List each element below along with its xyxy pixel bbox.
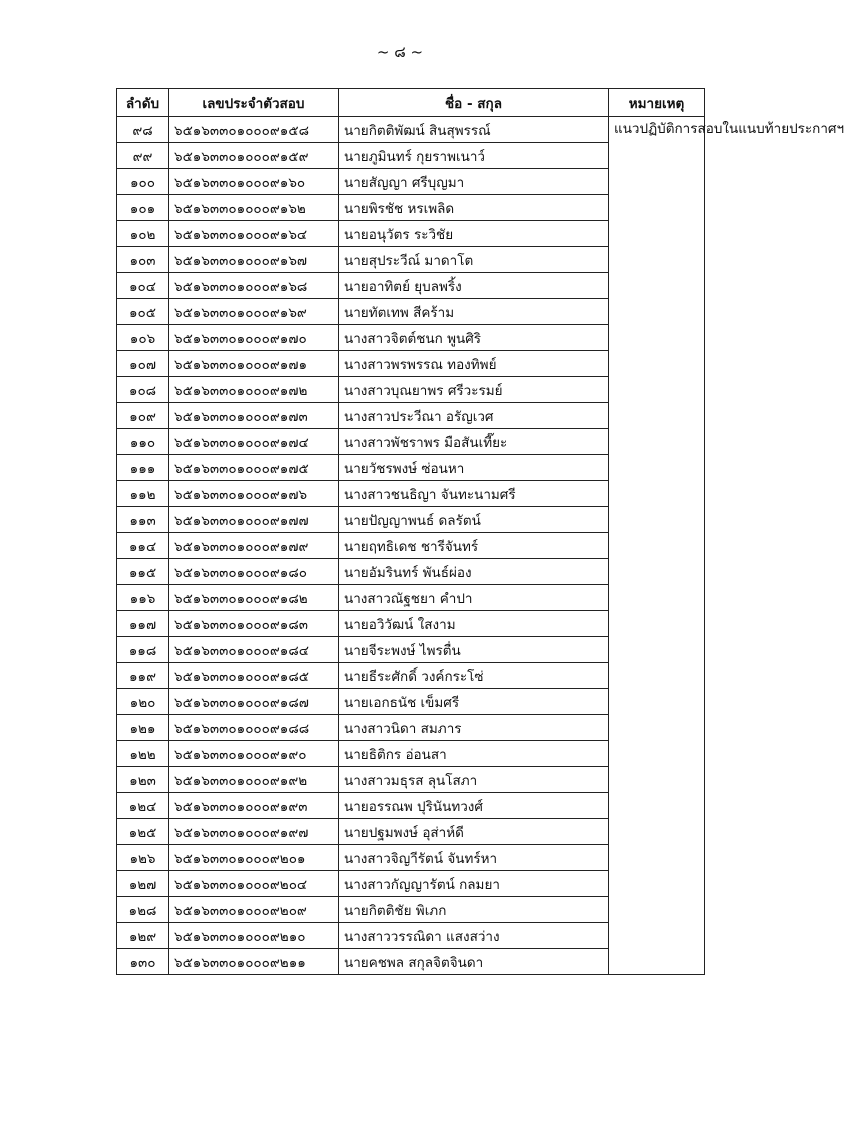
row-order: ๑๒๗: [117, 871, 169, 897]
row-exam-id: ๖๕๑๖๓๓๐๑๐๐๐๙๑๗๒: [169, 377, 339, 403]
row-exam-id: ๖๕๑๖๓๓๐๑๐๐๐๙๑๕๘: [169, 117, 339, 143]
row-name: นางสาวจิตต์ชนก พูนศิริ: [339, 325, 609, 351]
row-exam-id: ๖๕๑๖๓๓๐๑๐๐๐๙๑๖๘: [169, 273, 339, 299]
row-name: นางสาวณัฐชยา คำปา: [339, 585, 609, 611]
row-order: ๑๑๐: [117, 429, 169, 455]
row-exam-id: ๖๕๑๖๓๓๐๑๐๐๐๙๒๐๙: [169, 897, 339, 923]
row-name: นางสาวชนธิญา จันทะนามศรี: [339, 481, 609, 507]
row-name: นางสาวมธุรส ลุนโสภา: [339, 767, 609, 793]
row-exam-id: ๖๕๑๖๓๓๐๑๐๐๐๙๑๙๗: [169, 819, 339, 845]
row-exam-id: ๖๕๑๖๓๓๐๑๐๐๐๙๒๑๐: [169, 923, 339, 949]
row-exam-id: ๖๕๑๖๓๓๐๑๐๐๐๙๑๘๗: [169, 689, 339, 715]
row-name: นายภูมินทร์ กุยราพเนาว์: [339, 143, 609, 169]
row-order: ๙๘: [117, 117, 169, 143]
row-order: ๑๑๔: [117, 533, 169, 559]
row-name: นายอาทิตย์ ยุบลพริ้ง: [339, 273, 609, 299]
row-exam-id: ๖๕๑๖๓๓๐๑๐๐๐๙๑๙๒: [169, 767, 339, 793]
row-order: ๑๐๘: [117, 377, 169, 403]
row-order: ๑๒๔: [117, 793, 169, 819]
row-order: ๑๑๕: [117, 559, 169, 585]
row-name: นายปฐมพงษ์ อุส่าห์ดี: [339, 819, 609, 845]
row-name: นางสาวจิญาีรัตน์ จันทร์หา: [339, 845, 609, 871]
row-name: นายสัญญา ศรีบุญมา: [339, 169, 609, 195]
row-order: ๑๒๘: [117, 897, 169, 923]
row-exam-id: ๖๕๑๖๓๓๐๑๐๐๐๙๑๘๘: [169, 715, 339, 741]
row-name: นายอนุวัตร ระวิชัย: [339, 221, 609, 247]
row-order: ๑๒๑: [117, 715, 169, 741]
row-exam-id: ๖๕๑๖๓๓๐๑๐๐๐๙๑๖๗: [169, 247, 339, 273]
row-order: ๑๐๗: [117, 351, 169, 377]
row-order: ๑๑๖: [117, 585, 169, 611]
row-name: นางสาวนิดา สมภาร: [339, 715, 609, 741]
row-name: นายอรรณพ ปุรินันทวงศ์: [339, 793, 609, 819]
row-exam-id: ๖๕๑๖๓๓๐๑๐๐๐๙๑๗๔: [169, 429, 339, 455]
row-name: นางสาวบุณยาพร ศรีวะรมย์: [339, 377, 609, 403]
row-name: นายทัตเทพ สีคร้าม: [339, 299, 609, 325]
row-exam-id: ๖๕๑๖๓๓๐๑๐๐๐๙๑๙๐: [169, 741, 339, 767]
row-order: ๑๐๐: [117, 169, 169, 195]
row-order: ๑๐๙: [117, 403, 169, 429]
row-exam-id: ๖๕๑๖๓๓๐๑๐๐๐๙๒๐๔: [169, 871, 339, 897]
row-exam-id: ๖๕๑๖๓๓๐๑๐๐๐๙๑๗๐: [169, 325, 339, 351]
row-order: ๑๑๓: [117, 507, 169, 533]
row-name: นายธิติกร อ่อนสา: [339, 741, 609, 767]
remark-cell: แนวปฏิบัติการสอบในแนบท้ายประกาศฯ: [609, 117, 705, 975]
row-exam-id: ๖๕๑๖๓๓๐๑๐๐๐๙๑๗๓: [169, 403, 339, 429]
row-order: ๑๒๖: [117, 845, 169, 871]
row-name: นายเอกธนัช เข็มศรี: [339, 689, 609, 715]
header-name: ชื่อ - สกุล: [339, 89, 609, 117]
row-exam-id: ๖๕๑๖๓๓๐๑๐๐๐๙๑๖๙: [169, 299, 339, 325]
row-order: ๑๑๒: [117, 481, 169, 507]
row-order: ๑๑๑: [117, 455, 169, 481]
row-exam-id: ๖๕๑๖๓๓๐๑๐๐๐๙๑๖๔: [169, 221, 339, 247]
row-exam-id: ๖๕๑๖๓๓๐๑๐๐๐๙๒๑๑: [169, 949, 339, 975]
row-exam-id: ๖๕๑๖๓๓๐๑๐๐๐๙๑๙๓: [169, 793, 339, 819]
row-exam-id: ๖๕๑๖๓๓๐๑๐๐๐๙๑๘๕: [169, 663, 339, 689]
row-name: นายปัญญาพนธ์ ดลรัตน์: [339, 507, 609, 533]
row-exam-id: ๖๕๑๖๓๓๐๑๐๐๐๙๑๗๙: [169, 533, 339, 559]
header-exam-id: เลขประจำตัวสอบ: [169, 89, 339, 117]
row-name: นายกิตติชัย พิเภก: [339, 897, 609, 923]
row-order: ๑๐๓: [117, 247, 169, 273]
row-name: นางสาวกัญญารัตน์ กลมยา: [339, 871, 609, 897]
row-exam-id: ๖๕๑๖๓๓๐๑๐๐๐๙๑๗๕: [169, 455, 339, 481]
row-exam-id: ๖๕๑๖๓๓๐๑๐๐๐๙๑๕๙: [169, 143, 339, 169]
row-order: ๑๒๒: [117, 741, 169, 767]
page-number: ~ ๘ ~: [376, 43, 424, 61]
table-row: [117, 117, 705, 143]
row-exam-id: ๖๕๑๖๓๓๐๑๐๐๐๙๑๘๒: [169, 585, 339, 611]
row-order: ๑๐๕: [117, 299, 169, 325]
row-order: ๑๓๐: [117, 949, 169, 975]
row-exam-id: ๖๕๑๖๓๓๐๑๐๐๐๙๑๘๔: [169, 637, 339, 663]
row-order: ๙๙: [117, 143, 169, 169]
row-exam-id: ๖๕๑๖๓๓๐๑๐๐๐๙๑๖๒: [169, 195, 339, 221]
row-exam-id: ๖๕๑๖๓๓๐๑๐๐๐๙๑๗๖: [169, 481, 339, 507]
row-name: นายสุประวีณ์ มาดาโต: [339, 247, 609, 273]
row-order: ๑๑๙: [117, 663, 169, 689]
row-exam-id: ๖๕๑๖๓๓๐๑๐๐๐๙๑๘๐: [169, 559, 339, 585]
row-name: นางสาวประวีณา อรัญเวศ: [339, 403, 609, 429]
candidate-table: [116, 88, 844, 975]
row-name: นายวัชรพงษ์ ซ่อนหา: [339, 455, 609, 481]
row-order: ๑๒๕: [117, 819, 169, 845]
row-name: นายคชพล สกุลจิตจินดา: [339, 949, 609, 975]
row-exam-id: ๖๕๑๖๓๓๐๑๐๐๐๙๑๖๐: [169, 169, 339, 195]
row-exam-id: ๖๕๑๖๓๓๐๑๐๐๐๙๑๗๑: [169, 351, 339, 377]
row-order: ๑๒๙: [117, 923, 169, 949]
row-name: นายอัมรินทร์ พันธ์ผ่อง: [339, 559, 609, 585]
row-name: นางสาวพรพรรณ ทองทิพย์: [339, 351, 609, 377]
row-exam-id: ๖๕๑๖๓๓๐๑๐๐๐๙๑๘๓: [169, 611, 339, 637]
row-order: ๑๒๐: [117, 689, 169, 715]
row-exam-id: ๖๕๑๖๓๓๐๑๐๐๐๙๑๗๗: [169, 507, 339, 533]
row-name: นายกิตติพัฒน์ สินสุพรรณ์: [339, 117, 609, 143]
row-name: นายพิรชัช หรเพลิด: [339, 195, 609, 221]
row-order: ๑๑๗: [117, 611, 169, 637]
row-name: นางสาวพัชราพร มือสันเที๊ยะ: [339, 429, 609, 455]
row-name: นายจีระพงษ์ ไพรตื่น: [339, 637, 609, 663]
row-order: ๑๐๔: [117, 273, 169, 299]
row-order: ๑๐๖: [117, 325, 169, 351]
row-name: นายอวิวัฒน์ ใสงาม: [339, 611, 609, 637]
row-order: ๑๑๘: [117, 637, 169, 663]
row-name: นางสาววรรณิดา แสงสว่าง: [339, 923, 609, 949]
row-exam-id: ๖๕๑๖๓๓๐๑๐๐๐๙๒๐๑: [169, 845, 339, 871]
row-name: นายธีระศักดิ์ วงค์กระโซ่: [339, 663, 609, 689]
row-order: ๑๐๒: [117, 221, 169, 247]
row-name: นายฤทธิเดช ชารีจันทร์: [339, 533, 609, 559]
header-order: ลำดับ: [117, 89, 169, 117]
table-header-row: [117, 89, 705, 117]
row-order: ๑๐๑: [117, 195, 169, 221]
row-order: ๑๒๓: [117, 767, 169, 793]
header-remark: หมายเหตุ: [609, 89, 705, 117]
